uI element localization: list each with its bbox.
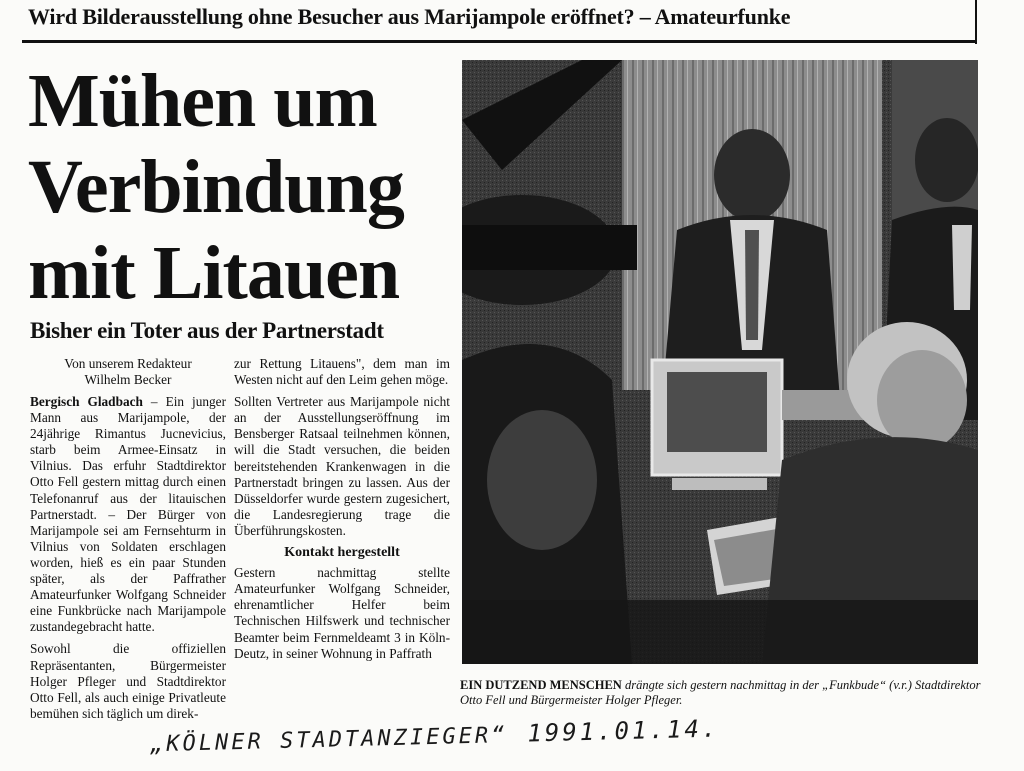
handwritten-source-note [149,714,720,758]
caption-text: drängte sich gestern nachmittag in der „Funkbude“ (v.r.) Stadtdirektor Otto Fell und Bürgermeister Holger Pfleger. [460,678,981,707]
section-subhead: Kontakt hergestellt [284,545,400,561]
caption-lead: EIN DUTZEND MENSCHEN [460,678,622,692]
handwritten-date: 1991.01.14. [527,714,720,748]
kicker-headline: Wird Bilderausstellung ohne Besucher aus Marijampole eröffnet? – Amateurfunke [28,4,791,29]
top-rule [22,40,977,43]
article-paragraph: Sowohl die offiziellen Repräsentanten, Bürgermeister Holger Pfleger und Stadtdirektor Otto Fell, als auch einige Privatleute bemühen sich täglich um direk- [30,641,226,721]
article-paragraph: zur Rettung Litauens", dem man im Westen nicht auf den Leim gehen möge. [234,356,450,388]
paragraph-text: – Ein junger Mann aus Marijampole, der 24jährige Rimantus Jucnevicius, starb beim Armee-Einsatz in Vilnius. Das erfuhr Stadtdirektor Otto Fell gestern mittag durch einen Telefonanruf aus der litauischen Partnerstadt. – Der Bürger von Marijampole sei am Fernsehturm in Vilnius von Soldaten erschlagen worden, hieß es ein paar Stunden später, als der Paffrather Amateurfunker Wolfgang Schneider eine Funkbrücke nach Marijampole zustandegebracht hatte. [30,394,227,635]
article-paragraph [30,394,226,635]
photo-caption [460,678,985,708]
article-column-1 [30,356,226,728]
article-paragraph: Sollten Vertreter aus Marijampole nicht an der Ausstellungseröffnung im Bensberger Ratsaal teilnehmen können, will die Stadt versuchen, die beiden bereitstehenden Krankenwagen in die Partnerstadt bringen zu lassen. Aus der Düsseldorfer wurde gestern zugesichert, die Landesregierung trage die Überführungskosten. [234,394,450,538]
article-column-2 [234,356,450,668]
byline-author: Wilhelm Becker [84,372,172,387]
news-photo [462,60,978,664]
headline [28,58,458,316]
headline-line-2: Verbindung [28,145,404,229]
handwritten-source: „KÖLNER STADTANZIEGER“ [149,722,508,758]
byline [30,356,226,388]
headline-line-1: Mühen um [28,59,377,143]
dateline: Bergisch Gladbach [30,394,143,409]
byline-line-1: Von unserem Redakteur [64,356,192,371]
photo-radio-room-icon [462,60,978,664]
right-rule [975,0,977,44]
headline-line-3: mit Litauen [28,231,400,315]
article-paragraph: Gestern nachmittag stellte Amateurfunker Wolfgang Schneider, ehrenamtlicher Helfer beim Technischen Hilfswerk und technischer Beamter beim Fernmeldeamt 3 in Köln-Deutz, in seiner Wohnung in Paffrath [234,565,450,661]
subheadline: Bisher ein Toter aus der Partnerstadt [30,318,384,343]
